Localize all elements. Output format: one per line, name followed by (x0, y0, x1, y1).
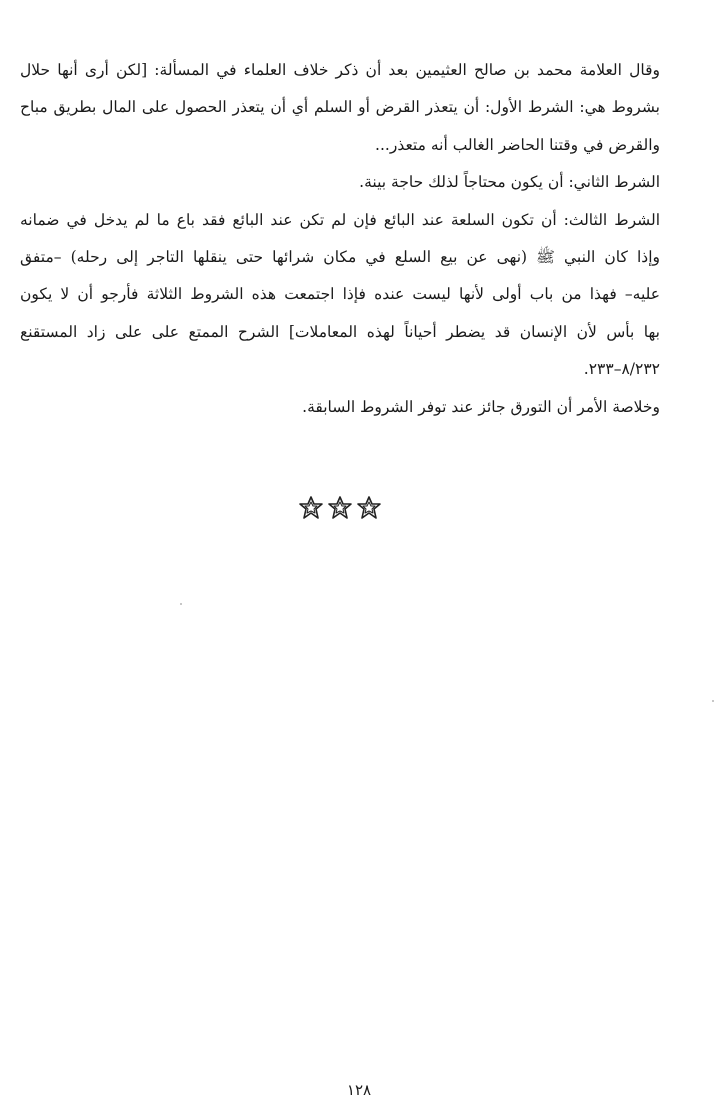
text-line-4: الشرط الثاني: أن يكون محتاجاً لذلك حاجة بينة. (359, 173, 660, 192)
text-line-8: بها بأس لأن الإنسان قد يضطر أحياناً لهذه المعاملات] الشرح الممتع على على زاد المستقنع (20, 322, 660, 341)
text-line-1: وقال العلامة محمد بن صالح العثيمين بعد أن ذكر خلاف العلماء في المسألة: [لكن أرى أنها حلال (20, 61, 660, 79)
scan-speck (180, 603, 182, 605)
page-number: ١٢٨ (346, 1081, 372, 1099)
text-line-7: عليه– فهذا من باب أولى لأنها ليست عنده فإذا اجتمعت هذه الشروط الثلاثة فأرجو أن لا يكون (20, 285, 660, 304)
text-line-6: وإذا كان النبي ﷺ (نهى عن بيع السلع في مكان شرائها حتى ينقلها التاجر إلى رحله) –متفق (20, 247, 660, 266)
body-text (20, 52, 660, 426)
text-line-2: بشروط هي: الشرط الأول: أن يتعذر القرض أو السلم أي أن يتعذر الحصول على المال بطريق مباح (20, 98, 660, 117)
scan-speck (712, 700, 714, 702)
text-line-10: وخلاصة الأمر أن التورق جائز عند توفر الشروط السابقة. (302, 397, 660, 416)
text-line-3: والقرض في وقتنا الحاضر الغالب أنه متعذر... (375, 135, 660, 154)
text-line-9: ٨/٢٣٢–٢٣٣. (583, 360, 660, 379)
text-line-5: الشرط الثالث: أن تكون السلعة عند البائع فإن لم تكن عند البائع فقد باع ما لم يدخل في ضمانه (20, 210, 660, 229)
three-star-ornament-icon (297, 495, 383, 521)
